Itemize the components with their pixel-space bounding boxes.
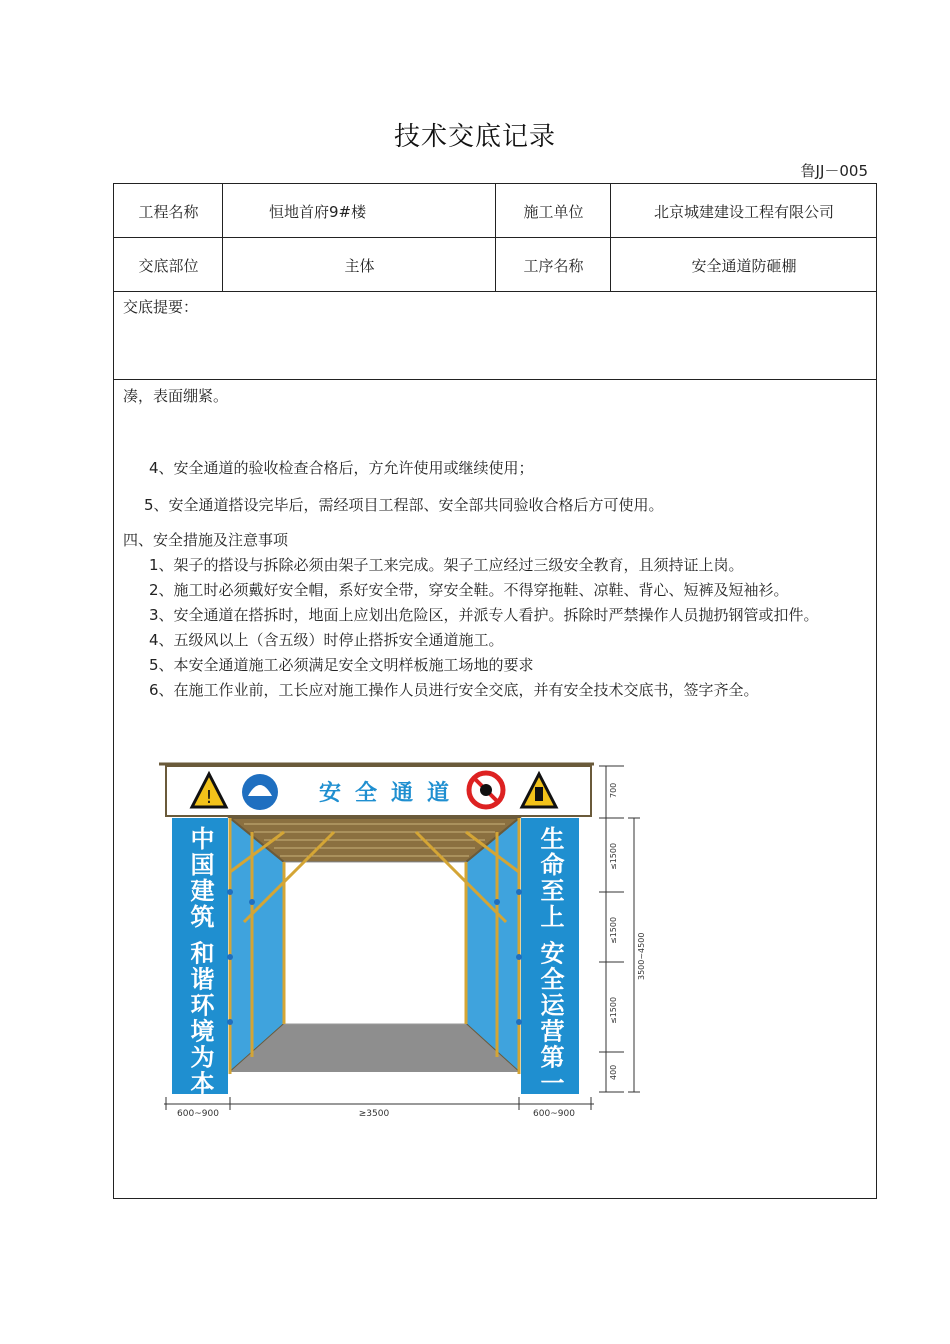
measure-item: 2、施工时必须戴好安全帽，系好安全带，穿安全鞋。不得穿拖鞋、凉鞋、背心、短裤及短袖衫。 <box>149 581 789 599</box>
project-name-label: 工程名称 <box>138 202 199 221</box>
project-name-value: 恒地首府9#楼 <box>269 202 367 221</box>
section-heading: 四、安全措施及注意事项 <box>123 531 289 549</box>
table-divider <box>114 379 876 380</box>
helmet-sign-icon <box>242 774 278 810</box>
svg-text:!: ! <box>205 787 213 808</box>
measure-item: 5、本安全通道施工必须满足安全文明样板施工场地的要求 <box>149 656 534 674</box>
contractor-value: 北京城建建设工程有限公司 <box>653 202 834 221</box>
content-line: 5、安全通道搭设完毕后，需经项目工程部、安全部共同验收合格后方可使用。 <box>144 496 664 514</box>
disclosure-table <box>113 183 877 1199</box>
contractor-label: 施工单位 <box>523 202 584 221</box>
measure-item: 4、五级风以上（含五级）时停止搭拆安全通道施工。 <box>149 631 504 649</box>
banner-text: 安全通道 <box>319 781 464 806</box>
prohibition-sign-icon <box>469 773 503 807</box>
dimension-label: ≤1500 <box>609 916 618 944</box>
dimension-label: ≥3500 <box>358 1109 390 1119</box>
measure-item: 1、架子的搭设与拆除必须由架子工来完成。架子工应经过三级安全教育，且须持证上岗。 <box>149 556 744 574</box>
part-value: 主体 <box>344 256 375 275</box>
dimension-label: 700 <box>609 782 618 798</box>
dimension-label: ≤1500 <box>609 996 618 1024</box>
document-title: 技术交底记录 <box>393 122 556 152</box>
dimension-label: 600~900 <box>177 1109 219 1119</box>
process-value: 安全通道防砸棚 <box>691 256 797 275</box>
dimension-label: 600~900 <box>533 1109 575 1119</box>
measure-item: 6、在施工作业前，工长应对施工操作人员进行安全交底，并有安全技术交底书，签字齐全。 <box>149 681 759 699</box>
dimension-label: 400 <box>609 1064 618 1080</box>
table-divider <box>610 184 611 292</box>
document-number: 鲁JJ－005 <box>800 162 868 180</box>
content-line: 4、安全通道的验收检查合格后，方允许使用或继续使用； <box>149 459 534 477</box>
process-label: 工序名称 <box>523 256 584 275</box>
right-slogan: 生命至上 安全运营第一 <box>536 826 564 1097</box>
measure-item: 3、安全通道在搭拆时，地面上应划出危险区，并派专人看护。拆除时严禁操作人员抛扔钢管或扣件。 <box>149 606 819 624</box>
table-divider <box>495 184 496 292</box>
safety-passage-diagram <box>154 752 694 1132</box>
dimension-label: ≤1500 <box>609 842 618 870</box>
content-line: 凑，表面绷紧。 <box>123 387 229 405</box>
summary-label: 交底提要： <box>123 298 199 316</box>
disclosure-content <box>123 384 871 703</box>
dimension-label: 3500~4500 <box>637 932 646 980</box>
table-divider <box>222 184 223 292</box>
part-label: 交底部位 <box>138 256 199 275</box>
left-slogan: 中国建筑 和谐环境为本 <box>186 826 214 1097</box>
